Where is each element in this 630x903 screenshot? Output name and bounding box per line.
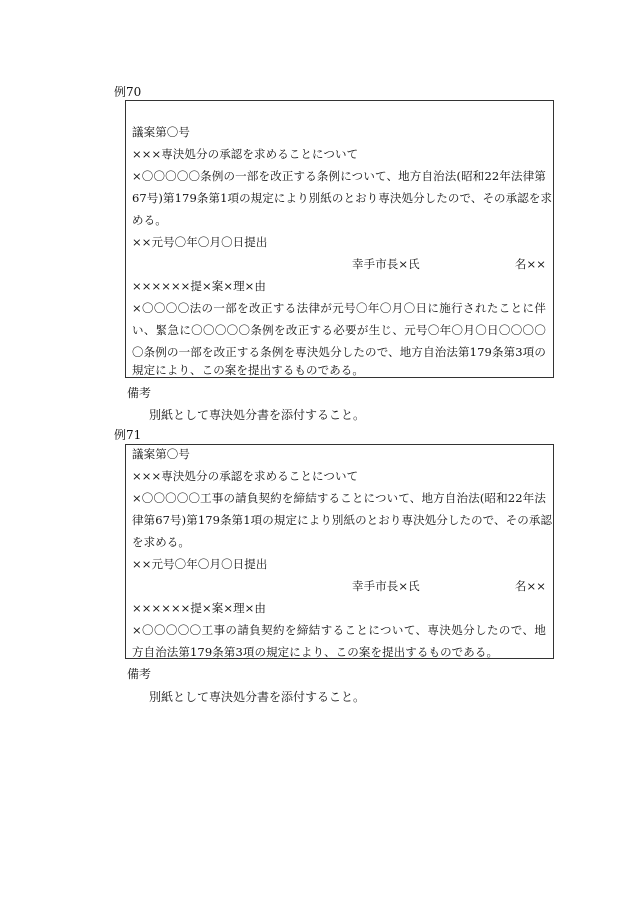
example-71-reason-line: 方自治法第179条第3項の規定により、この案を提出するものである。 [132,645,499,659]
example-70-reason-line: い、緊急に〇〇〇〇〇条例を改正する必要が生じ、元号〇年〇月〇日〇〇〇〇 [132,323,546,337]
example-70-signer-name: 名×× [514,257,546,271]
example-70-body-line: 67号)第179条第1項の規定により別紙のとおり専決処分したので、その承認を求 [132,191,553,205]
example-70-reason-heading: ××××××提×案×理×由 [132,279,267,293]
example-70-reason-line: 規定により、この案を提出するものである。 [132,363,364,377]
example-71-signer-name: 名×× [514,579,546,593]
example-71-reason-heading: ××××××提×案×理×由 [132,601,267,615]
example-70-note-text: 別紙として専決処分書を添付すること。 [149,408,366,422]
example-70-reason-line: ×〇〇〇〇法の一部を改正する法律が元号〇年〇月〇日に施行されたことに伴 [132,301,546,315]
example-71-label: 例71 [114,428,142,442]
example-70-body-line: める。 [132,213,167,227]
example-71-note-label: 備考 [127,667,152,681]
example-71-signer: 幸手市長×氏 [352,579,420,593]
example-70-subject: ×××専決処分の承認を求めることについて [132,147,359,161]
example-70-label: 例70 [114,85,142,99]
example-71-body-line: 律第67号)第179条第1項の規定により別紙のとおり専決処分したので、その承認 [132,513,553,527]
example-70-date: ××元号〇年〇月〇日提出 [132,235,268,249]
example-70-signer: 幸手市長×氏 [352,257,420,271]
example-70-note-label: 備考 [127,386,152,400]
example-71-date: ××元号〇年〇月〇日提出 [132,557,268,571]
example-71-note-text: 別紙として専決処分書を添付すること。 [149,690,366,704]
example-71-subject: ×××専決処分の承認を求めることについて [132,469,359,483]
example-71-title: 議案第〇号 [132,447,190,461]
example-71-body-line: を求める。 [132,535,190,549]
example-70-title: 議案第〇号 [132,125,190,139]
example-70-body-line: ×〇〇〇〇〇条例の一部を改正する条例について、地方自治法(昭和22年法律第 [132,169,546,183]
example-70-reason-line: 〇条例の一部を改正する条例を専決処分したので、地方自治法第179条第3項の [132,345,546,359]
example-71-body-line: ×〇〇〇〇〇工事の請負契約を締結することについて、地方自治法(昭和22年法 [132,491,546,505]
example-71-reason-line: ×〇〇〇〇〇工事の請負契約を締結することについて、専決処分したので、地 [132,623,546,637]
